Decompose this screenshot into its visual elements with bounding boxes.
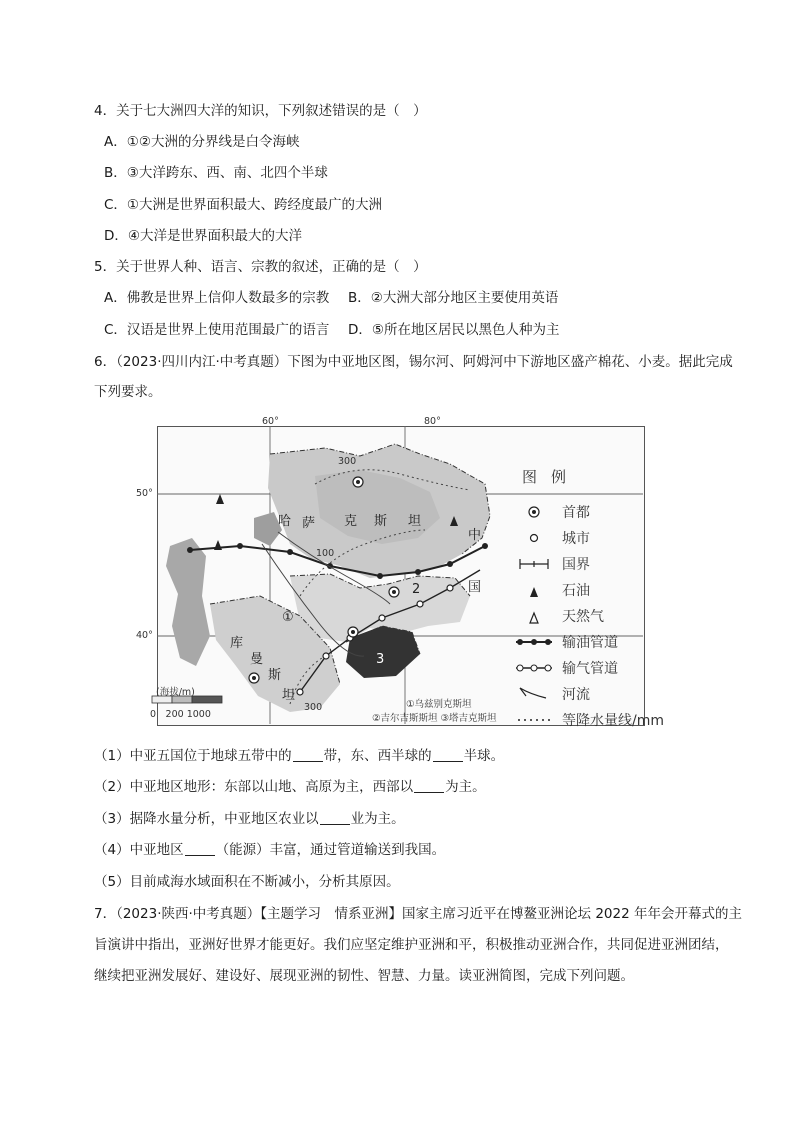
- legend-oil: 石油: [562, 583, 590, 599]
- legend-river: 河流: [562, 687, 590, 703]
- marker-1: ①: [282, 610, 294, 625]
- label-kazakh-4: 斯: [374, 514, 388, 529]
- marker-3: 3: [376, 652, 385, 667]
- q5-option-a[interactable]: A．佛教是世界上信仰人数最多的宗教: [104, 290, 330, 306]
- q7-line3: 继续把亚洲发展好、建设好、展现亚洲的韧性、智慧、力量。读亚洲简图，完成下列问题。: [94, 968, 634, 984]
- label-kazakh-2: 萨: [302, 516, 316, 531]
- legend-gas: 天然气: [562, 609, 604, 625]
- q6-sub-5: （5）目前咸海水域面积在不断减小，分析其原因。: [94, 874, 400, 890]
- legend-border: 国界: [562, 557, 590, 573]
- q7-line1: 7．（2023·陕西·中考真题）【主题学习 情系亚洲】国家主席习近平在博鳌亚洲论坛 2022 年年会开幕式的主: [94, 906, 742, 922]
- answer-blank[interactable]: [414, 778, 444, 793]
- map-note-2: ②吉尔吉斯斯坦 ③塔吉克斯坦: [372, 713, 497, 724]
- elevation-title: (海拔/m): [156, 687, 195, 698]
- q5-option-c[interactable]: C．汉语是世界上使用范围最广的语言: [104, 322, 330, 338]
- legend-gas-pipeline: 输气管道: [562, 661, 618, 677]
- q5-option-b[interactable]: B．②大洲大部分地区主要使用英语: [348, 290, 559, 306]
- legend-oil-pipeline: 输油管道: [562, 635, 618, 651]
- lon-60-label: 60°: [262, 416, 279, 427]
- answer-blank[interactable]: [185, 841, 215, 856]
- q6-sub-2: （2）中亚地区地形：东部以山地、高原为主，西部以 为主。: [94, 779, 486, 795]
- legend-city: 城市: [562, 531, 590, 547]
- label-turkmen-1: 库: [230, 636, 244, 651]
- label-china-1: 中: [468, 528, 482, 543]
- q5-stem: 5．关于世界人种、语言、宗教的叙述，正确的是（ ）: [94, 259, 427, 275]
- answer-blank[interactable]: [433, 747, 463, 762]
- q7-line2: 旨演讲中指出，亚洲好世界才能更好。我们应坚定维护亚洲和平，积极推动亚洲合作，共同促进亚洲团结，: [94, 937, 729, 953]
- label-kazakh-5: 坦: [408, 514, 422, 529]
- label-turkmen-3: 斯: [268, 668, 282, 683]
- answer-blank[interactable]: [293, 747, 323, 762]
- q6-stem-line1: 6．（2023·四川内江·中考真题）下图为中亚地区图，锡尔河、阿姆河中下游地区盛产棉花、小麦。据此完成: [94, 354, 733, 370]
- lat-40-label: 40°: [136, 630, 153, 641]
- q4-option-a[interactable]: A．①②大洲的分界线是白令海峡: [104, 134, 300, 150]
- isohyet-100: 100: [316, 548, 335, 559]
- q5-option-d[interactable]: D．⑤所在地区居民以黑色人种为主: [348, 322, 560, 338]
- legend-title: 图例: [522, 468, 581, 486]
- isohyet-300-bottom: 300: [304, 702, 323, 713]
- lat-50-label: 50°: [136, 488, 153, 499]
- q4-option-b[interactable]: B．③大洋跨东、西、南、北四个半球: [104, 165, 328, 181]
- central-asia-map: [136, 416, 664, 736]
- q6-sub-1: （1）中亚五国位于地球五带中的 带，东、西半球的 半球。: [94, 748, 505, 764]
- answer-blank[interactable]: [320, 810, 350, 825]
- q4-option-d[interactable]: D．④大洋是世界面积最大的大洋: [104, 228, 302, 244]
- label-kazakh-1: 哈: [278, 514, 292, 529]
- q6-sub-4: （4）中亚地区 （能源）丰富，通过管道输送到我国。: [94, 842, 446, 858]
- q6-stem-line2: 下列要求。: [94, 384, 162, 400]
- isohyet-300-top: 300: [338, 456, 357, 467]
- label-turkmen-4: 坦: [282, 688, 296, 703]
- marker-2: 2: [412, 582, 421, 597]
- label-kazakh-3: 克: [344, 514, 358, 529]
- legend-isohyet: 等降水量线/mm: [562, 713, 664, 729]
- q4-option-c[interactable]: C．①大洲是世界面积最大、跨经度最广的大洲: [104, 197, 383, 213]
- lon-80-label: 80°: [424, 416, 441, 427]
- legend-capital: 首都: [562, 505, 590, 521]
- elevation-ticks: 0 200 1000: [150, 709, 211, 720]
- label-china-2: 国: [468, 580, 482, 595]
- map-note-1: ①乌兹别克斯坦: [406, 699, 472, 710]
- label-turkmen-2: 曼: [250, 652, 264, 667]
- q6-sub-3: （3）据降水量分析，中亚地区农业以 业为主。: [94, 811, 405, 827]
- caspian-sea: [166, 538, 210, 666]
- q4-stem: 4．关于七大洲四大洋的知识，下列叙述错误的是（ ）: [94, 103, 427, 119]
